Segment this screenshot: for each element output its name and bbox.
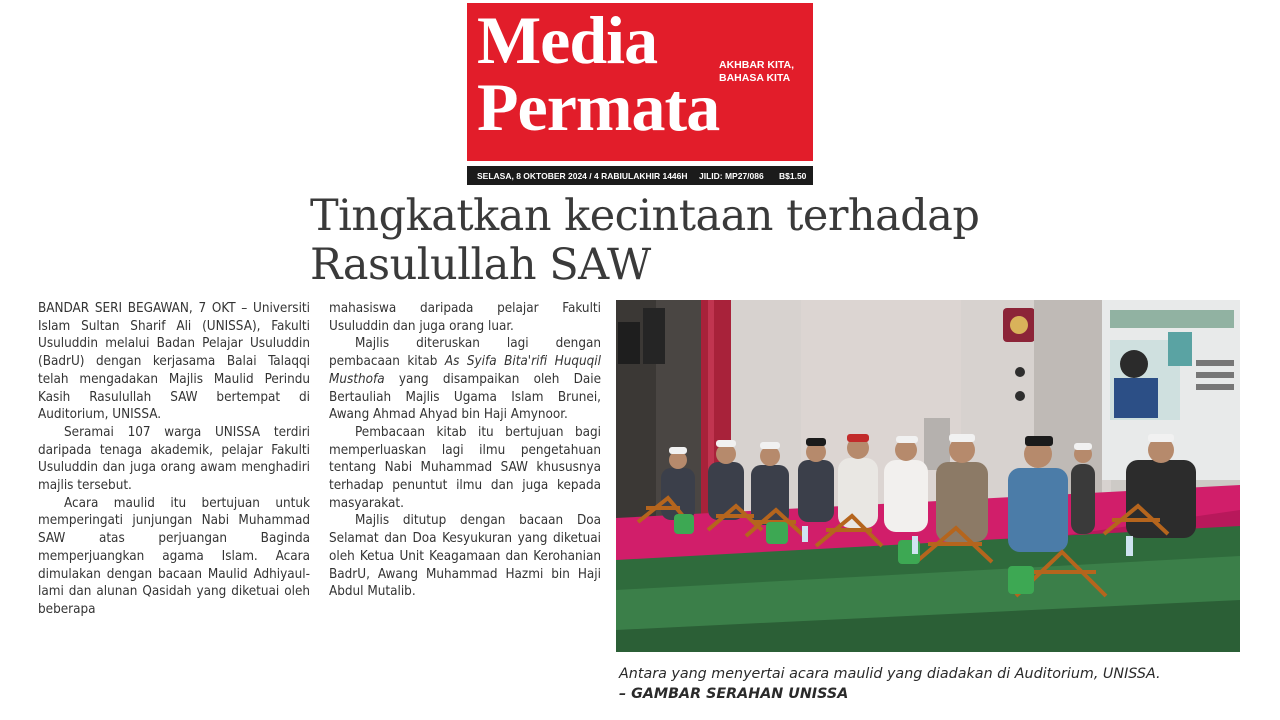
masthead-logo: [477, 2, 720, 145]
masthead-title-line2: Permata: [477, 69, 720, 145]
paragraph-3: Acara maulid itu bertujuan untuk memperingati junjungan Nabi Muhammad SAW atas perjuangan Baginda memperjuangkan agama Islam. Acara dimulakan dengan bacaan Maulid Adhiyaul-lami dan alunan Qasidah yang diketuai oleh beberapa: [38, 495, 310, 617]
article-column-1: [38, 300, 310, 619]
masthead: [467, 3, 813, 161]
paragraph-2: Seramai 107 warga UNISSA terdiri daripada tenaga akademik, pelajar Fakulti Usuluddin dan juga orang awam menghadiri majlis tersebut.: [38, 424, 310, 494]
masthead-title-line1: Media: [477, 2, 658, 78]
caption-credit: – GAMBAR SERAHAN UNISSA: [619, 686, 849, 702]
paragraph-7: Majlis ditutup dengan bacaan Doa Selamat dan Doa Kesyukuran yang diketuai oleh Ketua Unit Keagamaan dan Kerohanian BadrU, Awang Muhammad Hazmi bin Haji Abdul Mutalib.: [329, 513, 601, 600]
book-title: As Syifa Bita'rifi Huquqil Musthofa: [329, 354, 601, 387]
paragraph-6: Pembacaan kitab itu bertujuan bagi memperluaskan lagi ilmu pengetahuan tentang Nabi Muhammad SAW khususnya terhadap penuntut ilmu dan juga kepada masyarakat.: [329, 424, 601, 511]
article-headline: Tingkatkan kecintaan terhadap Rasulullah SAW: [310, 191, 980, 290]
article-column-2: [329, 300, 601, 601]
paragraph-5: [329, 335, 601, 424]
caption-text: Antara yang menyertai acara maulid yang diadakan di Auditorium, UNISSA.: [619, 666, 1161, 682]
masthead-tagline: [719, 59, 794, 85]
paragraph-5-tail: yang disampaikan oleh Daie Bertauliah Majlis Ugama Islam Brunei, Awang Ahmad Ahyad bin Haji Amynoor.: [329, 371, 601, 423]
issue-info-bar: [467, 166, 813, 185]
paragraph-1: BANDAR SERI BEGAWAN, 7 OKT – Universiti Islam Sultan Sharif Ali (UNISSA), Fakulti Usuluddin melalui Badan Pelajar Usuluddin (BadrU) dengan kerjasama Balai Talaqqi telah mengadakan Majlis Maulid Perindu Kasih Rasulullah SAW bertempat di Auditorium, UNISSA.: [38, 301, 310, 423]
issue-date: SELASA, 8 OKTOBER 2024 / 4 RABIULAKHIR 1446H: [477, 171, 688, 181]
photo-illustration: [616, 300, 1240, 652]
paragraph-5-lead: Majlis diteruskan lagi dengan pembacaan kitab: [329, 336, 601, 370]
issue-price: B$1.50: [779, 171, 807, 181]
event-photo: [616, 300, 1240, 652]
tagline-line1: AKHBAR KITA,: [719, 59, 795, 71]
photo-caption: [619, 664, 1259, 704]
paragraph-4: mahasiswa daripada pelajar Fakulti Usuluddin dan juga orang luar.: [329, 301, 601, 334]
issue-volume: JILID: MP27/086: [699, 171, 764, 181]
tagline-line2: BAHASA KITA: [719, 72, 791, 84]
